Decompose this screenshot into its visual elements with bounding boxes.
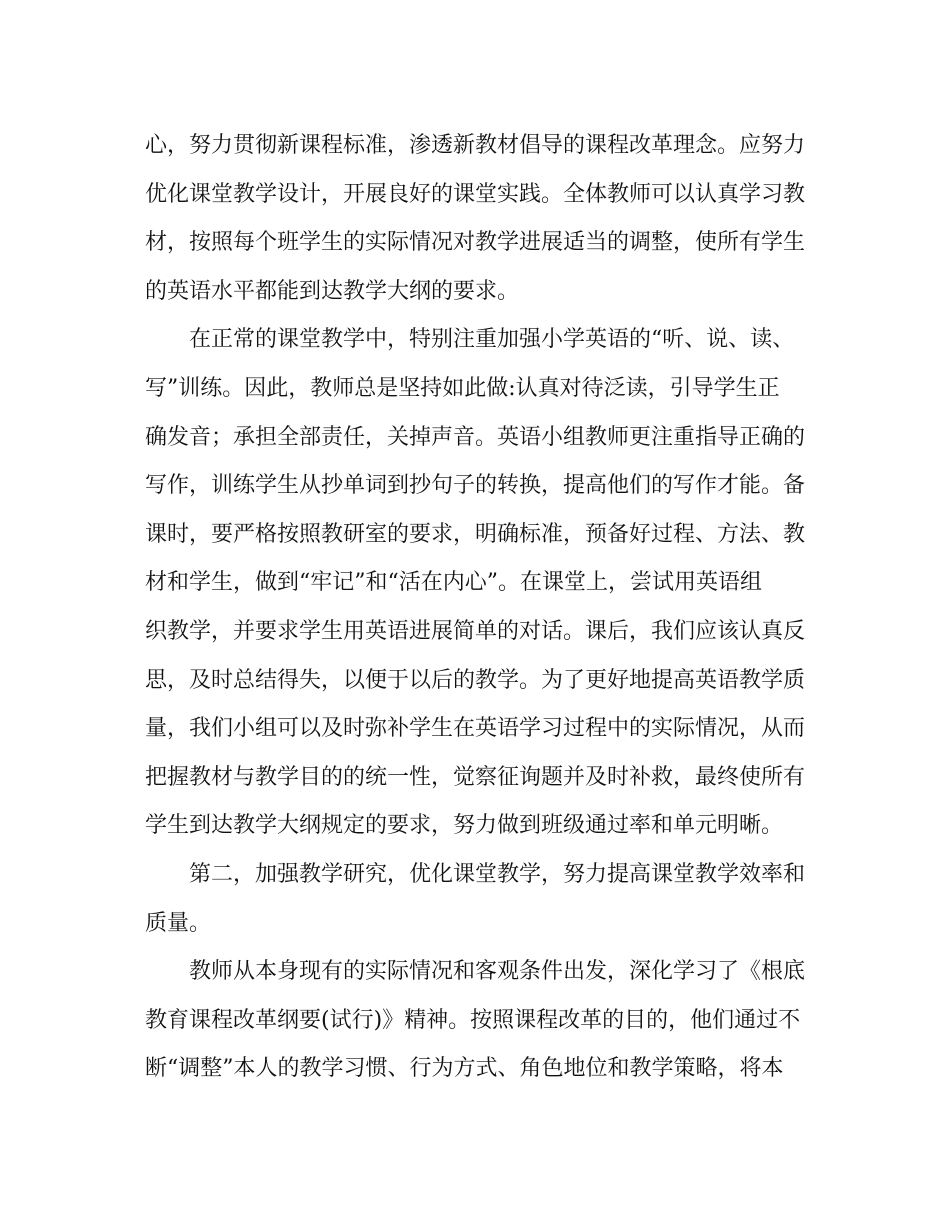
text-line: 学生到达教学大纲规定的要求，努力做到班级通过率和单元明晰。	[145, 813, 784, 839]
text-line: 写作，训练学生从抄单词到抄句子的转换，提高他们的写作才能。备	[145, 473, 806, 499]
text-line: 思，及时总结得失，以便于以后的教学。为了更好地提高英语教学质	[145, 667, 806, 693]
text-line: 写”训练。因此，教师总是坚持如此做:认真对待泛读，引导学生正	[145, 375, 780, 401]
text-line: 织教学，并要求学生用英语进展简单的对话。课后，我们应该认真反	[145, 618, 806, 644]
text-line: 第二，加强教学研究，优化课堂教学，努力提高课堂教学效率和	[189, 861, 806, 887]
text-line: 的英语水平都能到达教学大纲的要求。	[145, 278, 520, 304]
text-line: 在正常的课堂教学中，特别注重加强小学英语的“听、说、读、	[189, 327, 795, 353]
text-line: 优化课堂教学设计，开展良好的课堂实践。全体教师可以认真学习教	[145, 181, 806, 207]
text-line: 材和学生，做到“牢记”和“活在内心”。在课堂上，尝试用英语组	[145, 570, 762, 596]
text-line: 质量。	[145, 910, 212, 936]
text-line: 课时，要严格按照教研室的要求，明确标准，预备好过程、方法、教	[145, 521, 806, 547]
text-line: 教师从本身现有的实际情况和客观条件出发，深化学习了《根底	[189, 959, 806, 985]
text-line: 量，我们小组可以及时弥补学生在英语学习过程中的实际情况，从而	[145, 716, 806, 742]
body-text	[145, 122, 810, 1094]
text-line: 把握教材与教学目的的统一性，觉察征询题并及时补救，最终使所有	[145, 764, 806, 790]
text-line: 材，按照每个班学生的实际情况对教学进展适当的调整，使所有学生	[145, 230, 806, 256]
text-line: 教育课程改革纲要(试行)》精神。按照课程改革的目的，他们通过不	[145, 1007, 801, 1033]
text-line: 确发音；承担全部责任，关掉声音。英语小组教师更注重指导正确的	[145, 424, 806, 450]
text-line: 心，努力贯彻新课程标准，渗透新教材倡导的课程改革理念。应努力	[145, 133, 806, 158]
text-line: 断“调整”本人的教学习惯、行为方式、角色地位和教学策略，将本	[145, 1056, 784, 1082]
